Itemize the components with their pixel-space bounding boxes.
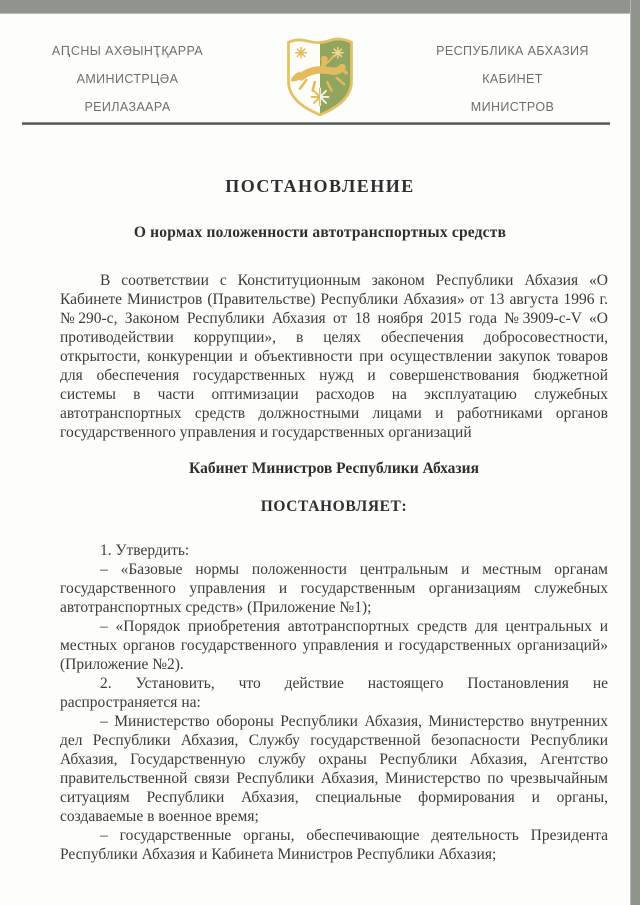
- letterhead: [0, 0, 640, 122]
- resolves-line: ПОСТАНОВЛЯЕТ:: [260, 498, 408, 515]
- letterhead-abkhaz-line: АԤСНЫ АХӘЫНҬҚАРРА: [51, 44, 204, 58]
- resolution-items: [60, 541, 608, 864]
- star-icon: [296, 48, 307, 59]
- resolution-item: – государственные органы, обеспечивающие деятельность Президента Республики Абхазия и Кабинета Министров Республики Абхазия;: [60, 827, 608, 863]
- resolution-item: 2. Установить, что действие настоящего Постановления не распространяется на:: [60, 675, 608, 711]
- letterhead-russian: [410, 44, 615, 128]
- resolution-item: – «Базовые нормы положенности центральным и местным органам государственного управления и государственным организациям служебных автотранспортных средств» (Приложение №1);: [60, 561, 608, 616]
- preamble-paragraph: В соответствии с Конституционным законом Республики Абхазия «О Кабинете Министров (Правительстве) Республики Абхазия» от 13 августа 1996 г. №290-с, Законом Республики Абхазия от 18 ноября 2015 года №3909-с-V «О противодействии коррупции», в целях обеспечения добросовестности, открытости, конкуренции и объективности при осуществлении закупок товаров для обеспечения государственных нужд и совершенствования бюджетной системы в части оптимизации расходов на эксплуатацию служебных автотранспортных средств должностными лицами и работниками органов государственного управления и государственных организаций: [60, 272, 608, 441]
- resolution-item: – Министерство обороны Республики Абхазия, Министерство внутренних дел Республики Абхазия, Службу государственной безопасности Республики Абхазия, Государственную службу охраны Республики Абхазия, Агентство правительственной связи Республики Абхазия, Министерство по чрезвычайным ситуациям Республики Абхазия, специальные формирования и органы, создаваемые в военное время;: [60, 713, 608, 825]
- letterhead-russian-line: РЕСПУБЛИКА АБХАЗИЯ: [436, 44, 589, 58]
- letterhead-abkhaz-line: РЕИЛАЗААРА: [84, 100, 171, 114]
- document-body: [60, 271, 608, 864]
- emblem-svg: [285, 37, 355, 119]
- resolution-item: 1. Утвердить:: [100, 542, 190, 559]
- resolution-item: – «Порядок приобретения автотранспортных средств для центральных и местных органов государственного управления и государственных организаций» (Приложение №2).: [60, 618, 608, 673]
- authority-line: Кабинет Министров Республики Абхазия: [189, 460, 479, 477]
- letterhead-abkhaz-line: АМИНИСТРЦӘА: [76, 72, 179, 86]
- letterhead-russian-line: МИНИСТРОВ: [470, 100, 555, 114]
- letterhead-russian-line: КАБИНЕТ: [482, 72, 543, 86]
- shield: [285, 37, 354, 119]
- abkhazia-coat-of-arms-icon: [285, 37, 355, 124]
- document-title: ПОСТАНОВЛЕНИЕ: [225, 176, 415, 196]
- document-subtitle: О нормах положенности автотранспортных средств: [133, 224, 507, 241]
- letterhead-abkhaz: [25, 44, 230, 128]
